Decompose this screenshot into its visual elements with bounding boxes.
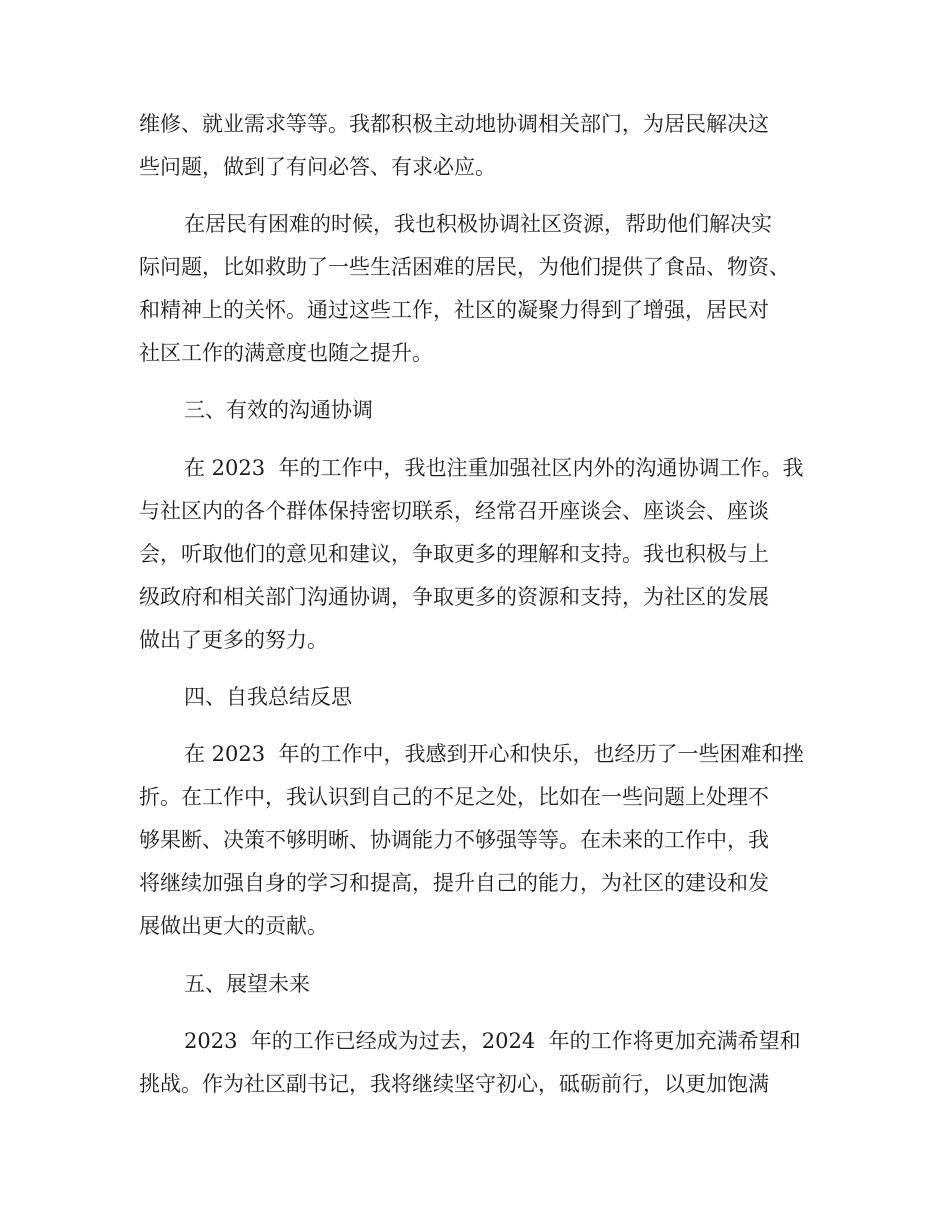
paragraph-line: 些问题，做到了有问必答、有求必应。 (139, 155, 496, 179)
paragraph-line: 和精神上的关怀。通过这些工作，社区的凝聚力得到了增强，居民对 (139, 298, 769, 322)
paragraph-line: 与社区内的各个群体保持密切联系，经常召开座谈会、座谈会、座谈 (139, 499, 769, 523)
paragraph-line: 展做出更大的贡献。 (139, 914, 328, 938)
section-heading: 五、展望未来 (184, 972, 310, 996)
paragraph-line: 会，听取他们的意见和建议，争取更多的理解和支持。我也积极与上 (139, 542, 769, 566)
paragraph-line: 级政府和相关部门沟通协调，争取更多的资源和支持，为社区的发展 (139, 585, 769, 609)
paragraph-line: 做出了更多的努力。 (139, 628, 328, 652)
paragraph-line: 在 2023 年的工作中，我也注重加强社区内外的沟通协调工作。我 (184, 456, 804, 480)
section-heading: 四、自我总结反思 (184, 685, 352, 709)
paragraph-line: 够果断、决策不够明晰、协调能力不够强等等。在未来的工作中，我 (139, 828, 769, 852)
paragraph-line: 际问题，比如救助了一些生活困难的居民，为他们提供了食品、物资、 (139, 255, 790, 279)
paragraph-line: 折。在工作中，我认识到自己的不足之处，比如在一些问题上处理不 (139, 785, 769, 809)
paragraph-line: 将继续加强自身的学习和提高，提升自己的能力，为社区的建设和发 (139, 871, 769, 895)
paragraph-line: 挑战。作为社区副书记，我将继续坚守初心，砥砺前行，以更加饱满 (139, 1072, 769, 1096)
paragraph-line: 在 2023 年的工作中，我感到开心和快乐，也经历了一些困难和挫 (184, 742, 804, 766)
paragraph-line: 维修、就业需求等等。我都积极主动地协调相关部门，为居民解决这 (139, 112, 769, 136)
paragraph-line: 2023 年的工作已经成为过去，2024 年的工作将更加充满希望和 (184, 1029, 801, 1053)
paragraph-line: 在居民有困难的时候，我也积极协调社区资源，帮助他们解决实 (184, 212, 772, 236)
paragraph-line: 社区工作的满意度也随之提升。 (139, 341, 433, 365)
section-heading: 三、有效的沟通协调 (184, 398, 373, 422)
